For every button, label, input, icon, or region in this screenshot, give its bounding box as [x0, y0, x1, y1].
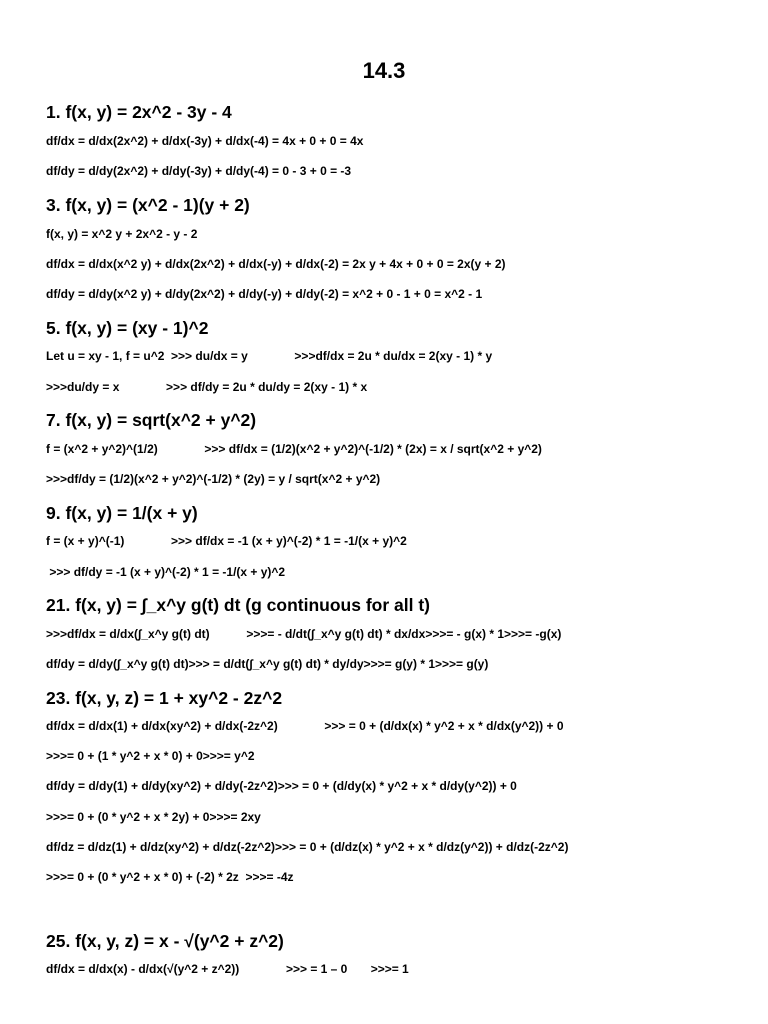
problem-5-heading: 5. f(x, y) = (xy - 1)^2: [46, 318, 209, 338]
problem-7-line-1: f = (x^2 + y^2)^(1/2) >>> df/dx = (1/2)(x^2 + y^2)^(-1/2) * (2x) = x / sqrt(x^2 + y^2): [46, 442, 542, 456]
problem-3-line-2: df/dx = d/dx(x^2 y) + d/dx(2x^2) + d/dx(-y) + d/dx(-2) = 2x y + 4x + 0 + 0 = 2x(y + 2): [46, 257, 506, 271]
problem-23-line-1: df/dx = d/dx(1) + d/dx(xy^2) + d/dx(-2z^2) >>> = 0 + (d/dx(x) * y^2 + x * d/dx(y^2)) + 0: [46, 719, 564, 733]
problem-21-line-2: df/dy = d/dy(∫_x^y g(t) dt)>>> = d/dt(∫_x^y g(t) dt) * dy/dy>>>= g(y) * 1>>>= g(y): [46, 657, 489, 671]
problem-3-line-3: df/dy = d/dy(x^2 y) + d/dy(2x^2) + d/dy(-y) + d/dy(-2) = x^2 + 0 - 1 + 0 = x^2 - 1: [46, 287, 483, 301]
page-title: 14.3: [362, 58, 406, 83]
problem-23-line-2: >>>= 0 + (1 * y^2 + x * 0) + 0>>>= y^2: [46, 749, 255, 763]
problem-1-line-1: df/dx = d/dx(2x^2) + d/dx(-3y) + d/dx(-4) = 4x + 0 + 0 = 4x: [46, 134, 364, 148]
problem-1-heading: 1. f(x, y) = 2x^2 - 3y - 4: [46, 102, 232, 122]
problem-5-line-2: >>>du/dy = x >>> df/dy = 2u * du/dy = 2(xy - 1) * x: [46, 380, 368, 394]
problem-21-line-1: >>>df/dx = d/dx(∫_x^y g(t) dt) >>>= - d/dt(∫_x^y g(t) dt) * dx/dx>>>= - g(x) * 1>>>= -g(x): [46, 627, 562, 641]
problem-7-line-2: >>>df/dy = (1/2)(x^2 + y^2)^(-1/2) * (2y) = y / sqrt(x^2 + y^2): [46, 472, 381, 486]
problem-21-heading: 21. f(x, y) = ∫_x^y g(t) dt (g continuous for all t): [46, 595, 430, 615]
problem-23-line-3: df/dy = d/dy(1) + d/dy(xy^2) + d/dy(-2z^2)>>> = 0 + (d/dy(x) * y^2 + x * d/dy(y^2)) + 0: [46, 779, 517, 793]
problem-9-heading: 9. f(x, y) = 1/(x + y): [46, 503, 198, 523]
problem-23-line-6: >>>= 0 + (0 * y^2 + x * 0) + (-2) * 2z >>>= -4z: [46, 870, 294, 884]
problem-1-line-2: df/dy = d/dy(2x^2) + d/dy(-3y) + d/dy(-4) = 0 - 3 + 0 = -3: [46, 164, 352, 178]
problem-3-heading: 3. f(x, y) = (x^2 - 1)(y + 2): [46, 195, 250, 215]
problem-23-line-5: df/dz = d/dz(1) + d/dz(xy^2) + d/dz(-2z^2)>>> = 0 + (d/dz(x) * y^2 + x * d/dz(y^2)) + d/dz(-2z^2): [46, 840, 569, 854]
problem-5-line-1: Let u = xy - 1, f = u^2 >>> du/dx = y >>>df/dx = 2u * du/dx = 2(xy - 1) * y: [46, 349, 493, 363]
problem-3-line-1: f(x, y) = x^2 y + 2x^2 - y - 2: [46, 227, 198, 241]
problem-23-line-4: >>>= 0 + (0 * y^2 + x * 2y) + 0>>>= 2xy: [46, 810, 261, 824]
problem-7-heading: 7. f(x, y) = sqrt(x^2 + y^2): [46, 410, 257, 430]
problem-9-line-1: f = (x + y)^(-1) >>> df/dx = -1 (x + y)^(-2) * 1 = -1/(x + y)^2: [46, 534, 407, 548]
problem-23-heading: 23. f(x, y, z) = 1 + xy^2 - 2z^2: [46, 688, 283, 708]
problem-25-heading: 25. f(x, y, z) = x - √(y^2 + z^2): [46, 931, 284, 951]
problem-9-line-2: >>> df/dy = -1 (x + y)^(-2) * 1 = -1/(x + y)^2: [46, 565, 286, 579]
problem-25-line-1: df/dx = d/dx(x) - d/dx(√(y^2 + z^2)) >>> = 1 – 0 >>>= 1: [46, 962, 409, 976]
